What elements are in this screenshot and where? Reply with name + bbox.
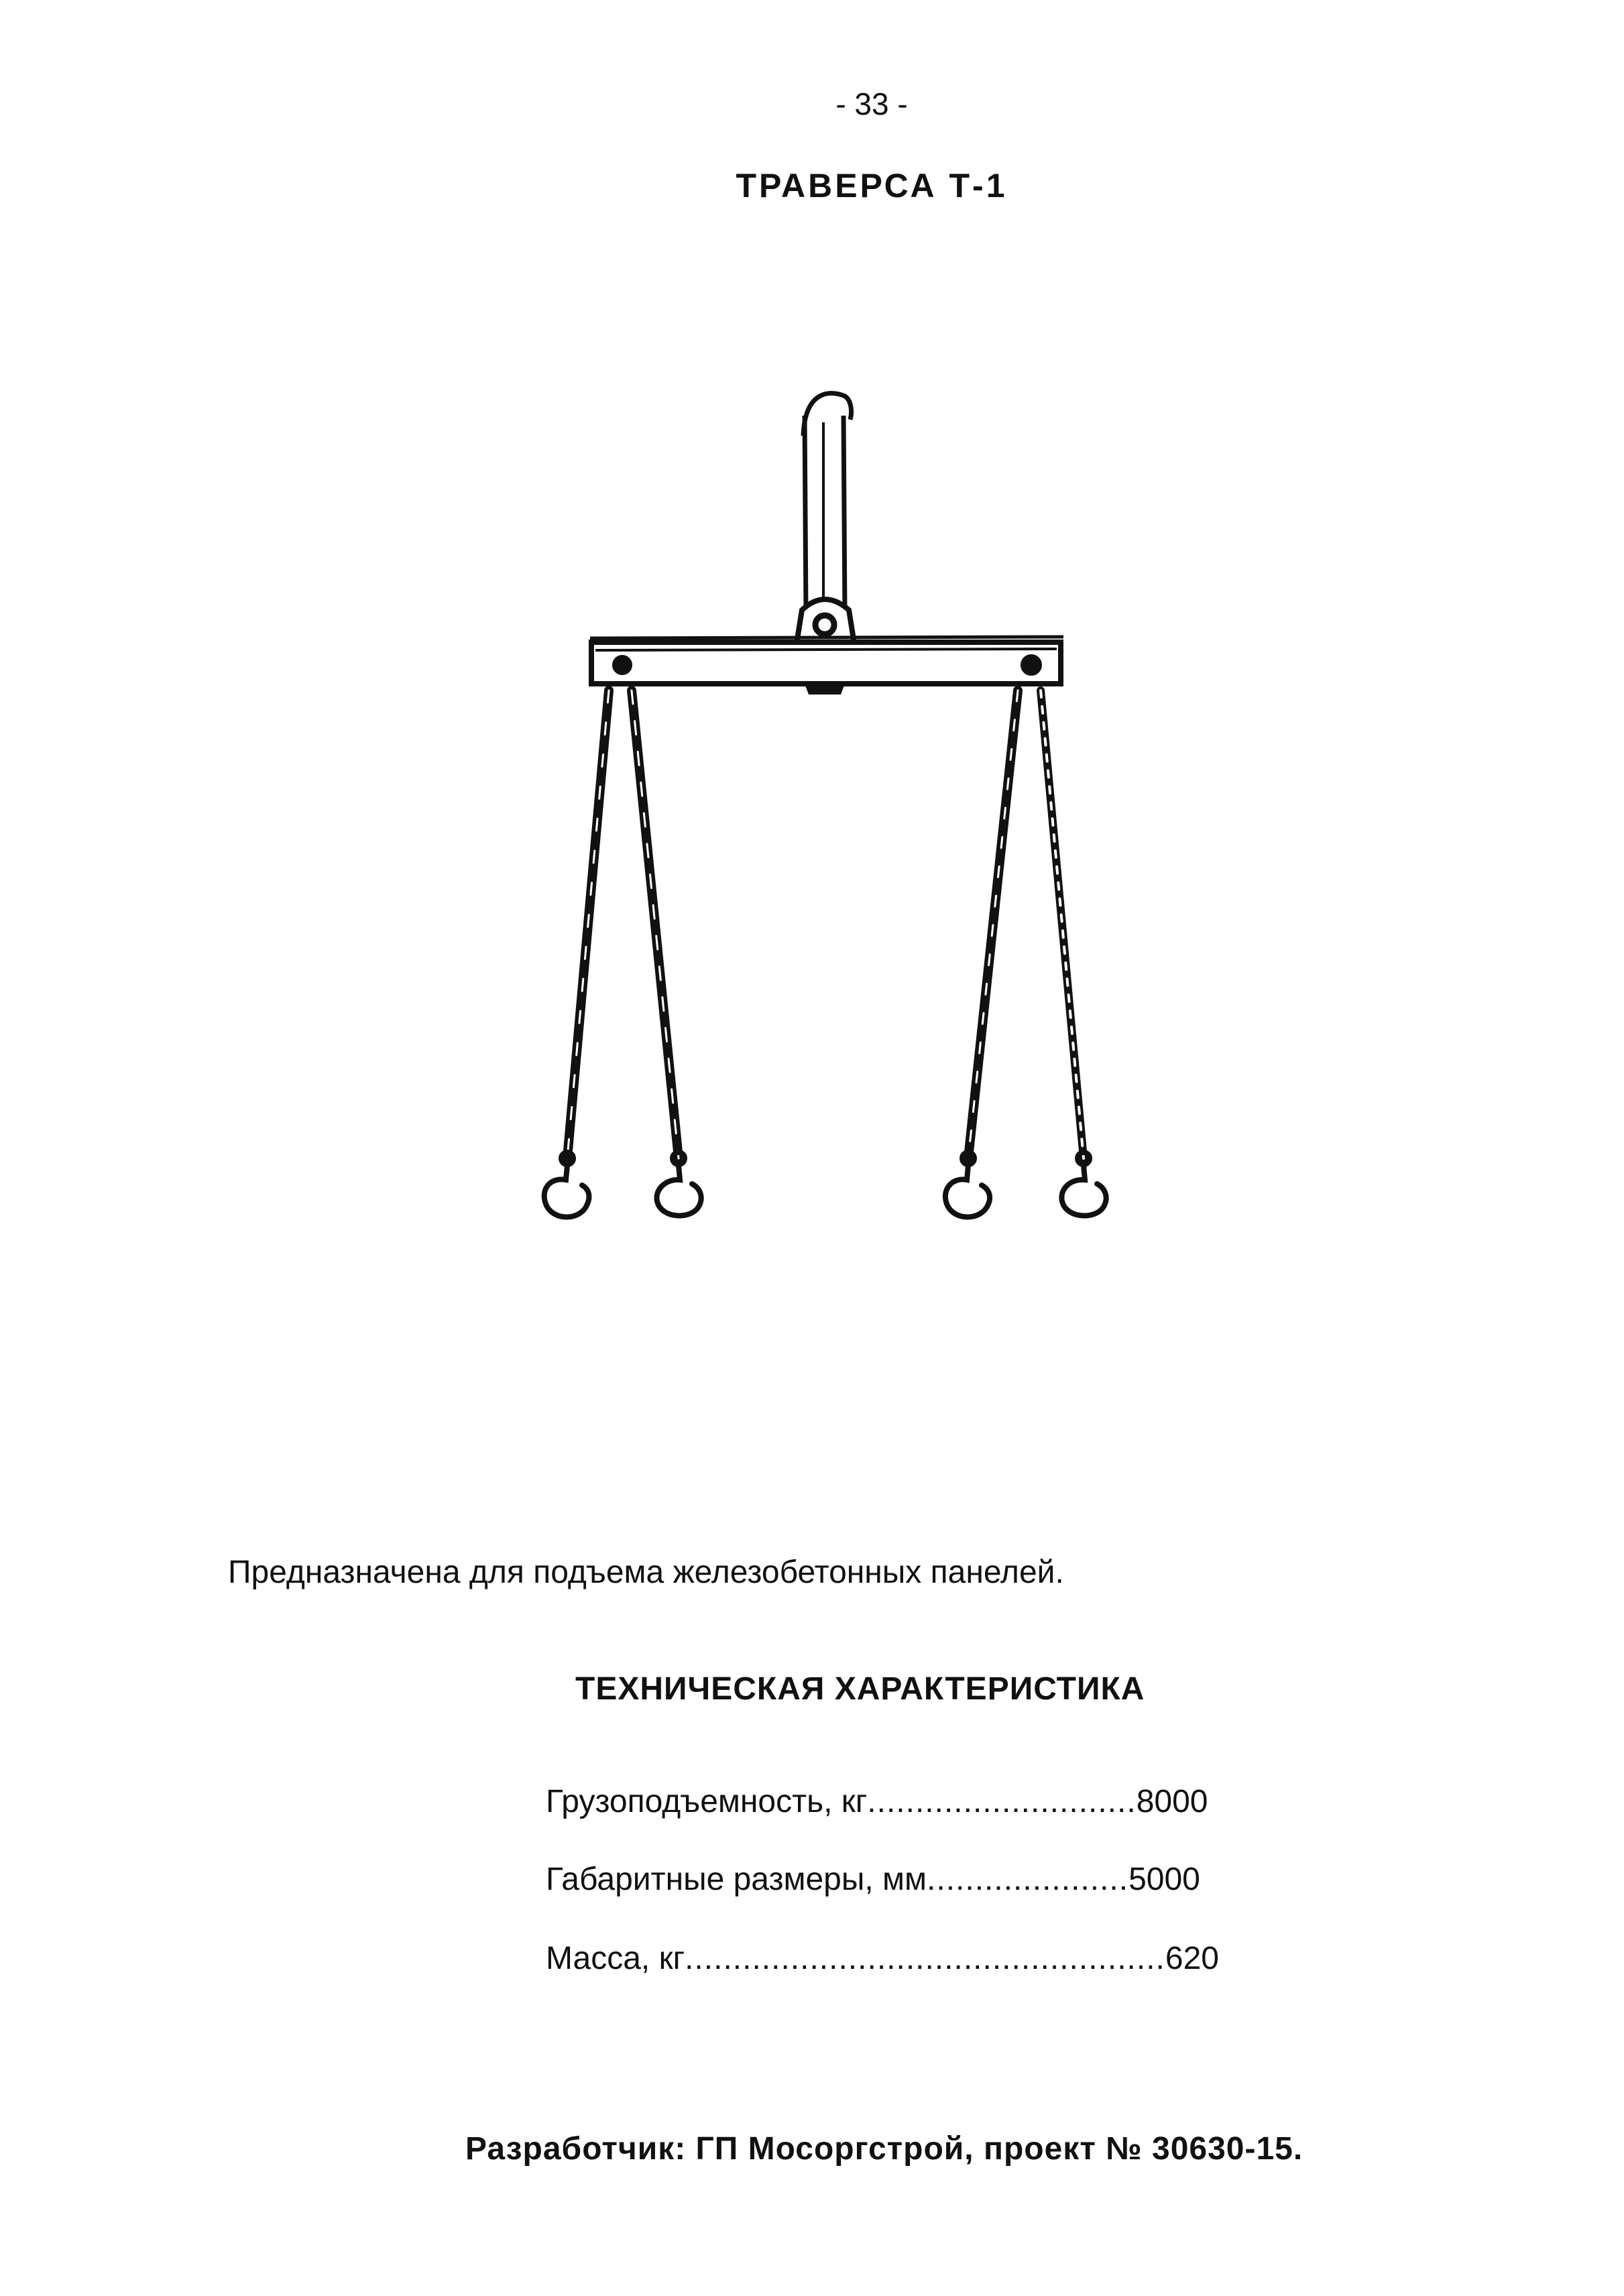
page-title: ТРАВЕРСА Т-1 (736, 167, 1008, 204)
traverse-drawing (523, 375, 1126, 1274)
purpose-text: Предназначена для подъема железобетонных панелей. (228, 1555, 1064, 1590)
hook-4 (1061, 1152, 1106, 1215)
spec-label: Габаритные размеры, мм (546, 1862, 927, 1897)
hook-1 (544, 1152, 589, 1217)
spec-label: Грузоподъемность, кг (546, 1784, 868, 1819)
specs-heading: ТЕХНИЧЕСКАЯ ХАРАКТЕРИСТИКА (575, 1671, 1145, 1707)
hooks (544, 1152, 1106, 1217)
beam-lug (805, 684, 845, 694)
spec-value: 620 (1165, 1941, 1219, 1976)
spec-leader: ..................... (927, 1862, 1129, 1897)
spec-label: Масса, кг (546, 1941, 685, 1976)
lifting-link (803, 394, 852, 613)
spec-value: 5000 (1128, 1862, 1200, 1897)
spec-row-capacity (546, 1783, 1208, 1820)
spec-leader: ............................ (867, 1784, 1137, 1819)
slings (567, 690, 1084, 1158)
hook-2 (656, 1152, 701, 1215)
spec-leader: .................................................. (685, 1941, 1165, 1976)
spec-row-dimensions (546, 1861, 1200, 1898)
hook-3 (945, 1152, 990, 1217)
spec-value: 8000 (1136, 1784, 1208, 1819)
developer-credit: Разработчик: ГП Мосоргстрой, проект № 30630-15. (465, 2131, 1303, 2167)
beam (590, 637, 1063, 684)
page-number: - 33 - (835, 86, 908, 121)
spec-row-mass (546, 1940, 1219, 1977)
